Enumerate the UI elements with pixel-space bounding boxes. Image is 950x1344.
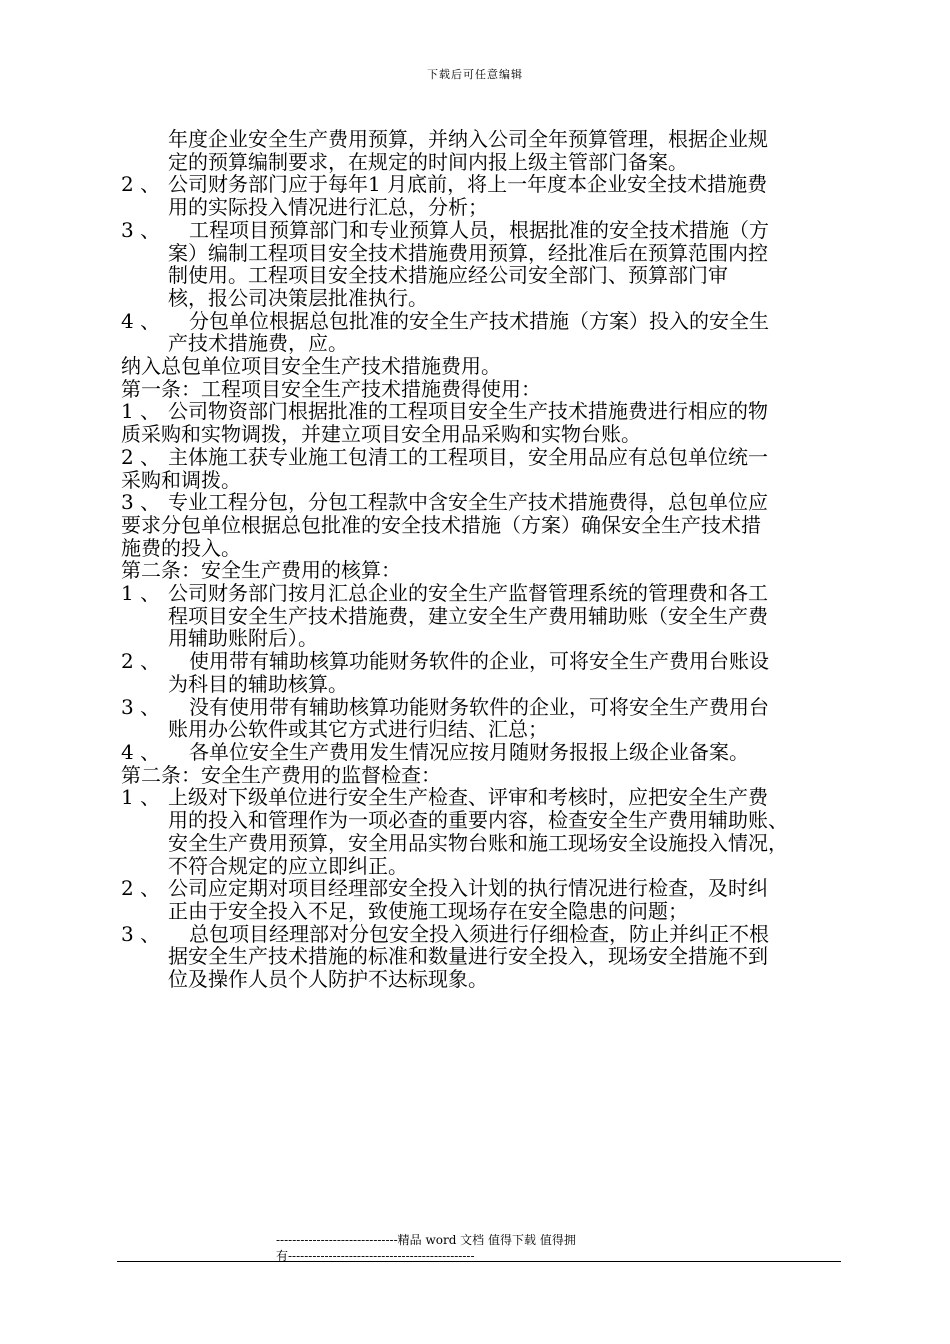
text-line <box>121 696 841 719</box>
text-line <box>121 650 841 673</box>
footer-text-line-2: 有---------------------------------------------- <box>276 1249 475 1263</box>
page-header: 下载后可任意编辑 <box>427 68 523 81</box>
line-text: 产技术措施费，应。 <box>168 331 348 356</box>
list-number: 4 、 <box>121 308 161 333</box>
line-text: 工程项目预算部门和专业预算人员，根据批准的安全技术措施（方 <box>189 217 769 242</box>
text-line <box>121 378 841 401</box>
footer-text-line-1: ------------------------------精品 word 文档 值得下载 值得拥 <box>276 1233 576 1247</box>
line-text: 质采购和实物调拨，并建立项目安全用品采购和实物台账。 <box>121 422 641 447</box>
line-text: 公司财务部门按月汇总企业的安全生产监督管理系统的管理费和各工 <box>168 581 768 606</box>
text-line <box>121 491 841 514</box>
line-text: 主体施工获专业施工包清工的工程项目，安全用品应有总包单位统一 <box>168 444 768 469</box>
line-text: 纳入总包单位项目安全生产技术措施费用。 <box>121 354 501 379</box>
line-text: 分包单位根据总包批准的安全生产技术措施（方案）投入的安全生 <box>189 308 769 333</box>
text-line <box>121 287 841 310</box>
text-line <box>121 423 841 446</box>
text-line <box>121 809 841 832</box>
line-text: 采购和调拨。 <box>121 467 241 492</box>
line-text: 公司物资部门根据批准的工程项目安全生产技术措施费进行相应的物 <box>168 399 768 424</box>
list-number: 4 、 <box>121 739 161 764</box>
list-number: 3 、 <box>121 490 161 515</box>
list-number: 2 、 <box>121 172 161 197</box>
line-text: 账用办公软件或其它方式进行归结、汇总； <box>168 717 548 742</box>
line-text: 据安全生产技术措施的标准和数量进行安全投入，现场安全措施不到 <box>168 944 768 969</box>
list-number: 2 、 <box>121 649 161 674</box>
text-line <box>121 310 841 333</box>
line-text: 定的预算编制要求，在规定的时间内报上级主管部门备案。 <box>168 149 688 174</box>
text-line <box>121 673 841 696</box>
line-text: 第一条：工程项目安全生产技术措施费得使用： <box>121 376 541 401</box>
text-line <box>121 151 841 174</box>
text-line <box>121 537 841 560</box>
list-number: 2 、 <box>121 444 161 469</box>
line-text: 总包项目经理部对分包安全投入须进行仔细检查，防止并纠正不根 <box>189 921 769 946</box>
text-line <box>121 264 841 287</box>
list-number: 1 、 <box>121 581 161 606</box>
list-number: 3 、 <box>121 694 161 719</box>
line-text: 第二条：安全生产费用的监督检查： <box>121 762 441 787</box>
list-number: 3 、 <box>121 921 161 946</box>
text-line <box>121 900 841 923</box>
line-text: 没有使用带有辅助核算功能财务软件的企业，可将安全生产费用台 <box>189 694 769 719</box>
text-line <box>121 832 841 855</box>
list-number: 1 、 <box>121 785 161 810</box>
text-line <box>121 741 841 764</box>
line-text: 安全生产费用预算，安全用品实物台账和施工现场安全设施投入情况， <box>168 830 788 855</box>
text-line <box>121 718 841 741</box>
text-line <box>121 786 841 809</box>
list-number: 3 、 <box>121 217 161 242</box>
line-text: 公司财务部门应于每年1 月底前，将上一年度本企业安全技术措施费 <box>168 172 768 197</box>
text-line <box>121 128 841 151</box>
line-text: 上级对下级单位进行安全生产检查、评审和考核时，应把安全生产费 <box>168 785 768 810</box>
text-line <box>121 469 841 492</box>
line-text: 年度企业安全生产费用预算，并纳入公司全年预算管理，根据企业规 <box>168 127 768 151</box>
line-text: 第二条：安全生产费用的核算： <box>121 558 401 583</box>
text-line <box>121 332 841 355</box>
text-line <box>121 605 841 628</box>
line-text: 正由于安全投入不足，致使施工现场存在安全隐患的问题； <box>168 898 688 923</box>
line-text: 案）编制工程项目安全技术措施费用预算，经批准后在预算范围内控 <box>168 240 768 265</box>
list-number: 2 、 <box>121 876 161 901</box>
line-text: 核，报公司决策层批准执行。 <box>168 285 428 310</box>
text-line <box>121 945 841 968</box>
line-text: 使用带有辅助核算功能财务软件的企业，可将安全生产费用台账设 <box>189 649 769 674</box>
footer-divider <box>117 1261 841 1262</box>
text-line <box>121 968 841 991</box>
list-number: 1 、 <box>121 399 161 424</box>
text-line <box>121 877 841 900</box>
line-text: 要求分包单位根据总包批准的安全技术措施（方案）确保安全生产技术措 <box>121 512 761 537</box>
text-line <box>121 355 841 378</box>
line-text: 公司应定期对项目经理部安全投入计划的执行情况进行检查，及时纠 <box>168 876 768 901</box>
text-line <box>121 514 841 537</box>
text-line <box>121 446 841 469</box>
text-line <box>121 400 841 423</box>
text-line <box>121 219 841 242</box>
line-text: 制使用。工程项目安全技术措施应经公司安全部门、预算部门审 <box>168 263 728 288</box>
text-line <box>121 559 841 582</box>
text-line <box>121 764 841 787</box>
text-line <box>121 627 841 650</box>
line-text: 施费的投入。 <box>121 535 241 560</box>
line-text: 各单位安全生产费用发生情况应按月随财务报报上级企业备案。 <box>189 739 749 764</box>
line-text: 为科目的辅助核算。 <box>168 671 348 696</box>
line-text: 用的实际投入情况进行汇总，分析； <box>168 195 488 220</box>
line-text: 位及操作人员个人防护不达标现象。 <box>168 967 488 992</box>
text-line <box>121 173 841 196</box>
line-text: 专业工程分包，分包工程款中含安全生产技术措施费得，总包单位应 <box>168 490 768 515</box>
line-text: 用的投入和管理作为一项必查的重要内容，检查安全生产费用辅助账、 <box>168 808 788 833</box>
line-text: 程项目安全生产技术措施费，建立安全生产费用辅助账（安全生产费 <box>168 603 768 628</box>
line-text: 用辅助账附后）。 <box>168 626 318 651</box>
text-line <box>121 196 841 219</box>
document-body <box>121 128 841 991</box>
text-line <box>121 923 841 946</box>
text-line <box>121 582 841 605</box>
text-line <box>121 242 841 265</box>
line-text: 不符合规定的应立即纠正。 <box>168 853 408 878</box>
text-line <box>121 855 841 878</box>
